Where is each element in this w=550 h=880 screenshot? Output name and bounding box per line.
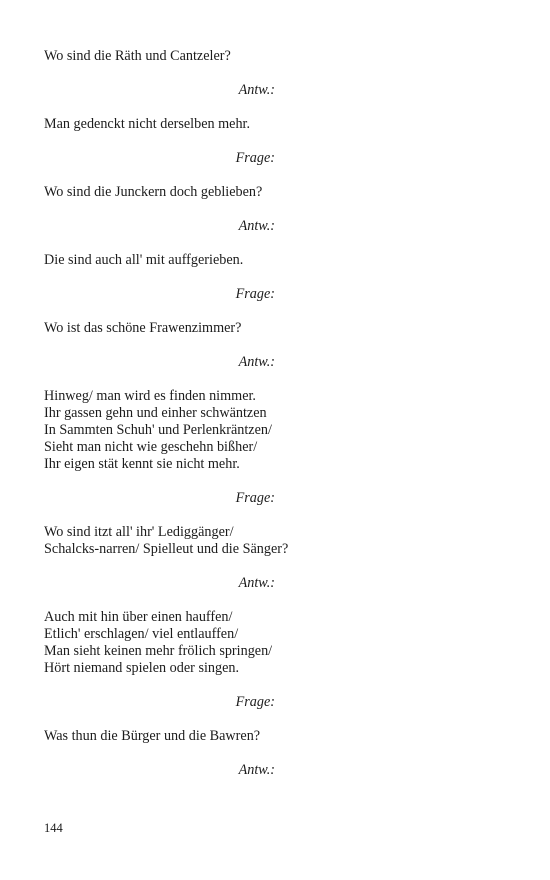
verse-line: Ihr eigen stät kennt sie nicht mehr. [44,456,240,472]
verse-answer [44,388,504,473]
verse-question [44,48,504,65]
verse-answer [44,609,504,677]
verse-question [44,728,504,745]
verse-line: In Sammten Schuh' und Perlenkräntzen/ [44,422,272,438]
verse-question [44,524,504,558]
speaker-answer: Antw.: [238,354,275,370]
verse-line: Wo ist das schöne Frawenzimmer? [44,320,242,336]
speaker-question: Frage: [235,490,275,506]
verse-line: Man sieht keinen mehr frölich springen/ [44,643,273,659]
speaker-question: Frage: [235,694,275,710]
verse-line: Die sind auch all' mit auffgerieben. [44,252,244,268]
verse-line: Hinweg/ man wird es finden nimmer. [44,388,256,404]
poem-page [44,48,504,779]
verse-answer [44,116,504,133]
verse-answer [44,252,504,269]
speaker-question: Frage: [235,150,275,166]
verse-line: Hört niemand spielen oder singen. [44,660,240,676]
speaker-answer: Antw.: [238,575,275,591]
speaker-question: Frage: [235,286,275,302]
verse-line: Sieht man nicht wie geschehn bißher/ [44,439,258,455]
verse-line: Wo sind itzt all' ihr' Lediggänger/ [44,524,234,540]
speaker-answer: Antw.: [238,762,275,778]
verse-line: Auch mit hin über einen hauffen/ [44,609,233,625]
speaker-answer: Antw.: [238,218,275,234]
verse-line: Wo sind die Räth und Cantzeler? [44,48,231,64]
page-number: 144 [44,821,63,835]
verse-line: Etlich' erschlagen/ viel entlauffen/ [44,626,239,642]
verse-line: Schalcks-narren/ Spielleut und die Sänger? [44,541,289,557]
verse-line: Ihr gassen gehn und einher schwäntzen [44,405,267,421]
verse-line: Man gedenckt nicht derselben mehr. [44,116,251,132]
verse-question [44,184,504,201]
verse-line: Was thun die Bürger und die Bawren? [44,728,261,744]
verse-line: Wo sind die Junckern doch geblieben? [44,184,263,200]
verse-question [44,320,504,337]
speaker-answer: Antw.: [238,82,275,98]
